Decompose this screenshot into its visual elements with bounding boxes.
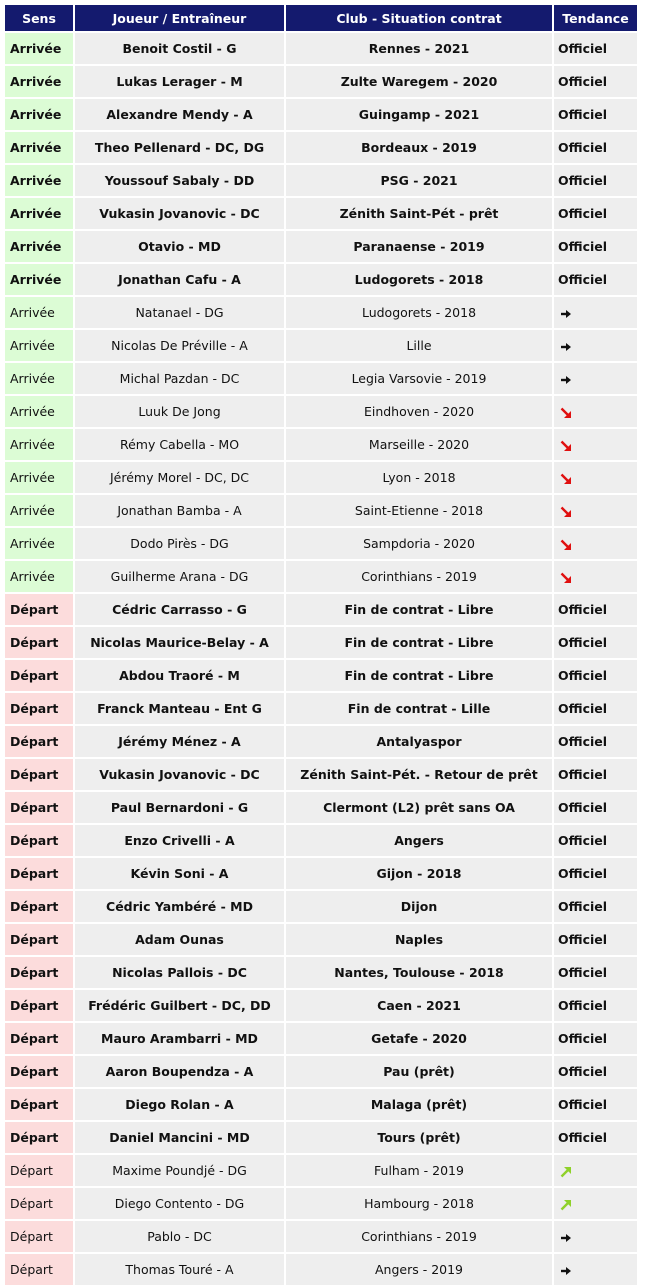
club-cell: Hambourg - 2018 [286,1188,552,1219]
sens-cell: Arrivée [5,99,73,130]
table-row [5,825,637,856]
trend-cell: Officiel [554,924,637,955]
club-cell: Tours (prêt) [286,1122,552,1153]
sens-cell: Arrivée [5,198,73,229]
table-row [5,429,637,460]
club-cell: Zulte Waregem - 2020 [286,66,552,97]
sens-cell: Départ [5,825,73,856]
sens-cell: Arrivée [5,462,73,493]
table-row [5,1254,637,1285]
trend-cell: Officiel [554,627,637,658]
player-cell: Dodo Pirès - DG [75,528,284,559]
club-cell: Marseille - 2020 [286,429,552,460]
club-cell: Ludogorets - 2018 [286,297,552,328]
arrow-down-right-icon [560,407,572,419]
sens-cell: Arrivée [5,264,73,295]
table-row [5,957,637,988]
trend-cell [554,1155,637,1186]
club-cell: Saint-Etienne - 2018 [286,495,552,526]
player-cell: Michal Pazdan - DC [75,363,284,394]
arrow-up-right-icon [560,1166,572,1178]
club-cell: Eindhoven - 2020 [286,396,552,427]
club-cell: Angers [286,825,552,856]
trend-cell: Officiel [554,198,637,229]
club-cell: Lille [286,330,552,361]
sens-cell: Départ [5,792,73,823]
club-cell: Bordeaux - 2019 [286,132,552,163]
table-row [5,495,637,526]
club-cell: Naples [286,924,552,955]
club-cell: PSG - 2021 [286,165,552,196]
club-cell: Corinthians - 2019 [286,1221,552,1252]
player-cell: Benoit Costil - G [75,33,284,64]
trend-cell [554,330,637,361]
sens-cell: Départ [5,1155,73,1186]
trend-cell: Officiel [554,726,637,757]
sens-cell: Arrivée [5,495,73,526]
trend-cell: Officiel [554,132,637,163]
sens-cell: Arrivée [5,231,73,262]
player-cell: Cédric Carrasso - G [75,594,284,625]
sens-cell: Départ [5,759,73,790]
player-cell: Nicolas Pallois - DC [75,957,284,988]
player-cell: Theo Pellenard - DC, DG [75,132,284,163]
player-cell: Otavio - MD [75,231,284,262]
trend-cell [554,495,637,526]
sens-cell: Arrivée [5,66,73,97]
player-cell: Guilherme Arana - DG [75,561,284,592]
sens-cell: Arrivée [5,528,73,559]
club-cell: Zénith Saint-Pét - prêt [286,198,552,229]
table-row [5,1188,637,1219]
header-row [5,5,637,31]
sens-cell: Départ [5,1254,73,1285]
player-cell: Mauro Arambarri - MD [75,1023,284,1054]
arrow-up-right-icon [560,1199,572,1211]
trend-cell: Officiel [554,1023,637,1054]
table-row [5,462,637,493]
sens-cell: Départ [5,1221,73,1252]
arrow-down-right-icon [560,506,572,518]
sens-cell: Arrivée [5,396,73,427]
club-cell: Lyon - 2018 [286,462,552,493]
player-cell: Youssouf Sabaly - DD [75,165,284,196]
table-row [5,792,637,823]
player-cell: Nicolas Maurice-Belay - A [75,627,284,658]
arrow-down-right-icon [560,473,572,485]
table-row [5,858,637,889]
arrow-down-right-icon [560,440,572,452]
player-cell: Vukasin Jovanovic - DC [75,759,284,790]
club-cell: Getafe - 2020 [286,1023,552,1054]
trend-cell [554,396,637,427]
table-row [5,693,637,724]
club-cell: Fin de contrat - Libre [286,660,552,691]
player-cell: Natanael - DG [75,297,284,328]
club-cell: Clermont (L2) prêt sans OA [286,792,552,823]
trend-cell: Officiel [554,66,637,97]
table-row [5,198,637,229]
sens-cell: Départ [5,924,73,955]
sens-cell: Départ [5,957,73,988]
sens-cell: Arrivée [5,297,73,328]
trend-cell [554,297,637,328]
trend-cell: Officiel [554,891,637,922]
table-row [5,297,637,328]
sens-cell: Départ [5,1089,73,1120]
club-cell: Legia Varsovie - 2019 [286,363,552,394]
sens-cell: Départ [5,990,73,1021]
sens-cell: Départ [5,660,73,691]
player-cell: Diego Contento - DG [75,1188,284,1219]
table-row [5,1023,637,1054]
header-club: Club - Situation contrat [286,5,552,31]
club-cell: Corinthians - 2019 [286,561,552,592]
table-row [5,726,637,757]
header-trend: Tendance [554,5,637,31]
arrow-down-right-icon [560,539,572,551]
sens-cell: Arrivée [5,363,73,394]
trend-cell [554,1254,637,1285]
player-cell: Lukas Lerager - M [75,66,284,97]
sens-cell: Arrivée [5,429,73,460]
club-cell: Angers - 2019 [286,1254,552,1285]
club-cell: Fin de contrat - Lille [286,693,552,724]
sens-cell: Arrivée [5,165,73,196]
table-row [5,99,637,130]
table-row [5,1122,637,1153]
trend-cell: Officiel [554,759,637,790]
player-cell: Aaron Boupendza - A [75,1056,284,1087]
sens-cell: Départ [5,594,73,625]
arrow-right-icon [560,1233,572,1243]
player-cell: Luuk De Jong [75,396,284,427]
player-cell: Vukasin Jovanovic - DC [75,198,284,229]
table-row [5,363,637,394]
table-body [5,33,637,1285]
arrow-right-icon [560,309,572,319]
sens-cell: Départ [5,858,73,889]
trend-cell: Officiel [554,264,637,295]
trend-cell [554,561,637,592]
table-row [5,1155,637,1186]
trend-cell: Officiel [554,990,637,1021]
trend-cell [554,1221,637,1252]
player-cell: Frédéric Guilbert - DC, DD [75,990,284,1021]
table-row [5,231,637,262]
player-cell: Rémy Cabella - MO [75,429,284,460]
player-cell: Cédric Yambéré - MD [75,891,284,922]
arrow-right-icon [560,375,572,385]
table-row [5,165,637,196]
table-row [5,891,637,922]
trend-cell: Officiel [554,165,637,196]
trend-cell: Officiel [554,660,637,691]
trend-cell: Officiel [554,33,637,64]
club-cell: Guingamp - 2021 [286,99,552,130]
trend-cell: Officiel [554,858,637,889]
trend-cell [554,528,637,559]
sens-cell: Départ [5,1056,73,1087]
player-cell: Alexandre Mendy - A [75,99,284,130]
table-row [5,1056,637,1087]
player-cell: Jonathan Bamba - A [75,495,284,526]
player-cell: Nicolas De Préville - A [75,330,284,361]
header-sens: Sens [5,5,73,31]
table-row [5,264,637,295]
player-cell: Adam Ounas [75,924,284,955]
player-cell: Pablo - DC [75,1221,284,1252]
trend-cell [554,462,637,493]
club-cell: Fulham - 2019 [286,1155,552,1186]
trend-cell [554,429,637,460]
trend-cell: Officiel [554,825,637,856]
club-cell: Fin de contrat - Libre [286,627,552,658]
trend-cell: Officiel [554,693,637,724]
table-row [5,660,637,691]
table-row [5,528,637,559]
player-cell: Enzo Crivelli - A [75,825,284,856]
sens-cell: Départ [5,891,73,922]
table-row [5,132,637,163]
player-cell: Paul Bernardoni - G [75,792,284,823]
table-row [5,396,637,427]
sens-cell: Arrivée [5,561,73,592]
arrow-right-icon [560,1266,572,1276]
arrow-right-icon [560,342,572,352]
sens-cell: Départ [5,1023,73,1054]
table-row [5,924,637,955]
player-cell: Jérémy Ménez - A [75,726,284,757]
sens-cell: Départ [5,1188,73,1219]
sens-cell: Arrivée [5,33,73,64]
arrow-down-right-icon [560,572,572,584]
transfer-table [3,3,639,1287]
club-cell: Pau (prêt) [286,1056,552,1087]
table-row [5,561,637,592]
sens-cell: Départ [5,693,73,724]
player-cell: Abdou Traoré - M [75,660,284,691]
trend-cell: Officiel [554,1122,637,1153]
trend-cell: Officiel [554,792,637,823]
trend-cell: Officiel [554,594,637,625]
trend-cell [554,363,637,394]
table-row [5,1221,637,1252]
trend-cell: Officiel [554,957,637,988]
club-cell: Ludogorets - 2018 [286,264,552,295]
club-cell: Fin de contrat - Libre [286,594,552,625]
club-cell: Malaga (prêt) [286,1089,552,1120]
trend-cell: Officiel [554,1089,637,1120]
table-row [5,330,637,361]
player-cell: Jonathan Cafu - A [75,264,284,295]
player-cell: Franck Manteau - Ent G [75,693,284,724]
table-row [5,594,637,625]
club-cell: Caen - 2021 [286,990,552,1021]
club-cell: Antalyaspor [286,726,552,757]
trend-cell [554,1188,637,1219]
table-row [5,66,637,97]
table-row [5,33,637,64]
club-cell: Dijon [286,891,552,922]
table-row [5,627,637,658]
header-player: Joueur / Entraîneur [75,5,284,31]
sens-cell: Arrivée [5,132,73,163]
player-cell: Thomas Touré - A [75,1254,284,1285]
table-row [5,990,637,1021]
player-cell: Diego Rolan - A [75,1089,284,1120]
player-cell: Maxime Poundjé - DG [75,1155,284,1186]
table-row [5,1089,637,1120]
trend-cell: Officiel [554,1056,637,1087]
club-cell: Gijon - 2018 [286,858,552,889]
player-cell: Jérémy Morel - DC, DC [75,462,284,493]
club-cell: Paranaense - 2019 [286,231,552,262]
trend-cell: Officiel [554,99,637,130]
club-cell: Sampdoria - 2020 [286,528,552,559]
sens-cell: Arrivée [5,330,73,361]
player-cell: Kévin Soni - A [75,858,284,889]
sens-cell: Départ [5,726,73,757]
club-cell: Nantes, Toulouse - 2018 [286,957,552,988]
club-cell: Rennes - 2021 [286,33,552,64]
trend-cell: Officiel [554,231,637,262]
club-cell: Zénith Saint-Pét. - Retour de prêt [286,759,552,790]
player-cell: Daniel Mancini - MD [75,1122,284,1153]
sens-cell: Départ [5,627,73,658]
table-row [5,759,637,790]
sens-cell: Départ [5,1122,73,1153]
table-header [5,5,637,31]
